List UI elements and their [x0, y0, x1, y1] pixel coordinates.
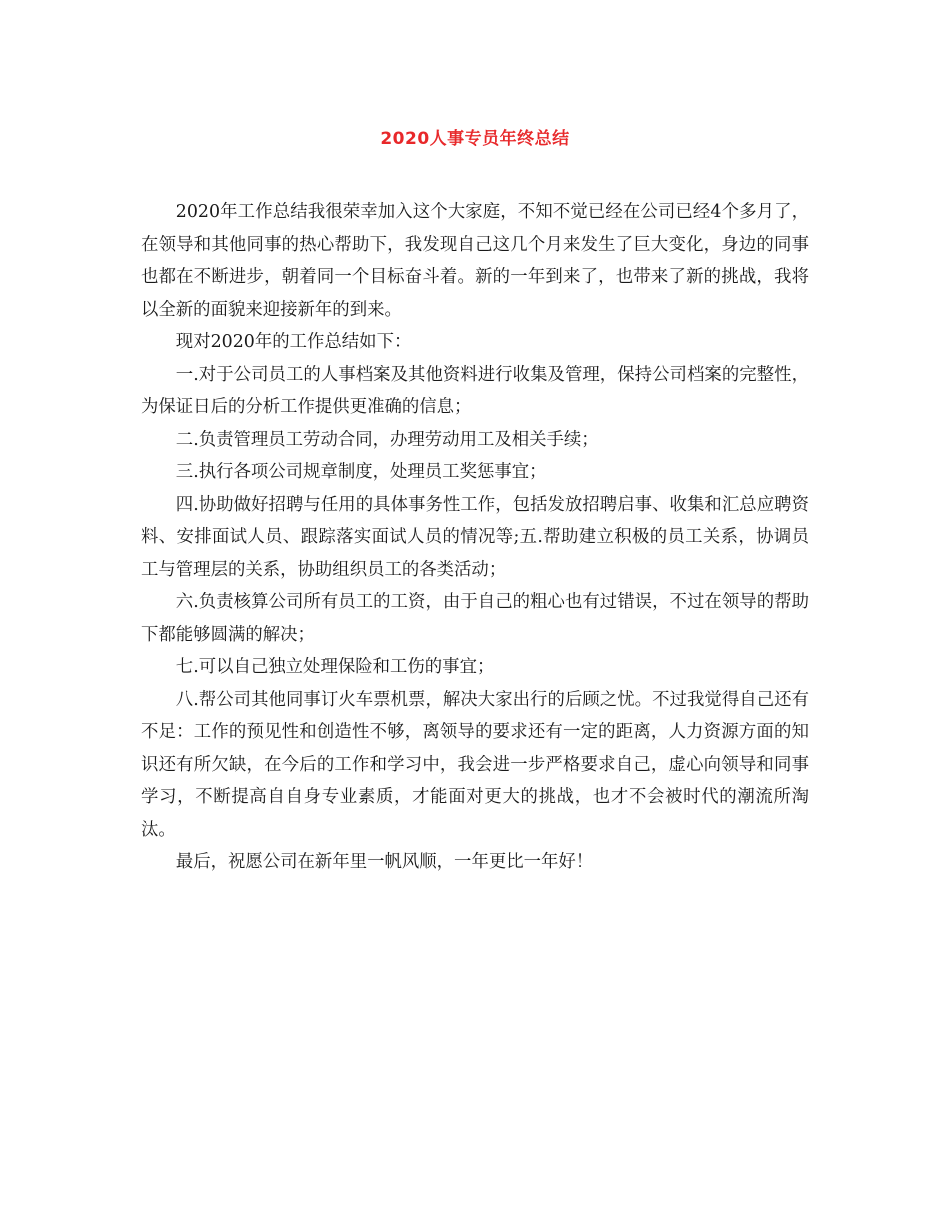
paragraph-item-4-5: 四.协助做好招聘与任用的具体事务性工作，包括发放招聘启事、收集和汇总应聘资料、安排面试人员、跟踪落实面试人员的情况等;五.帮助建立积极的员工关系，协调员工与管理层的关系，协助组织员工的各类活动； [141, 494, 809, 580]
document-title: 2020人事专员年终总结 [380, 129, 570, 149]
paragraph-item-7: 七.可以自己独立处理保险和工伤的事宜； [175, 657, 495, 677]
paragraph-item-8: 八.帮公司其他同事订火车票机票，解决大家出行的后顾之忧。不过我觉得自己还有不足：工作的预见性和创造性不够，离领导的要求还有一定的距离，人力资源方面的知识还有所欠缺，在今后的工作和学习中，我会进一步严格要求自己，虚心向领导和同事学习，不断提高自自身专业素质，才能面对更大的挑战，也才不会被时代的潮流所淘汰。 [141, 689, 809, 840]
paragraph-item-3: 三.执行各项公司规章制度，处理员工奖惩事宜； [175, 462, 547, 482]
paragraph-item-2: 二.负责管理员工劳动合同，办理劳动用工及相关手续； [175, 429, 599, 450]
paragraph-item-6: 六.负责核算公司所有员工的工资，由于自己的粗心也有过错误，不过在领导的帮助下都能够圆满的解决； [141, 592, 809, 645]
paragraph-summary-lead: 现对2020年的工作总结如下： [175, 332, 412, 352]
document-body [141, 196, 809, 879]
paragraph-intro: 2020年工作总结我很荣幸加入这个大家庭，不知不觉已经在公司已经4个多月了，在领导和其他同事的热心帮助下，我发现自己这几个月来发生了巨大变化，身边的同事也都在不断进步，朝着同一个目标奋斗着。新的一年到来了，也带来了新的挑战，我将以全新的面貌来迎接新年的到来。 [141, 202, 809, 320]
paragraph-closing: 最后，祝愿公司在新年里一帆风顺，一年更比一年好！ [175, 852, 594, 872]
paragraph-item-1: 一.对于公司员工的人事档案及其他资料进行收集及管理，保持公司档案的完整性，为保证日后的分析工作提供更准确的信息； [141, 364, 809, 417]
